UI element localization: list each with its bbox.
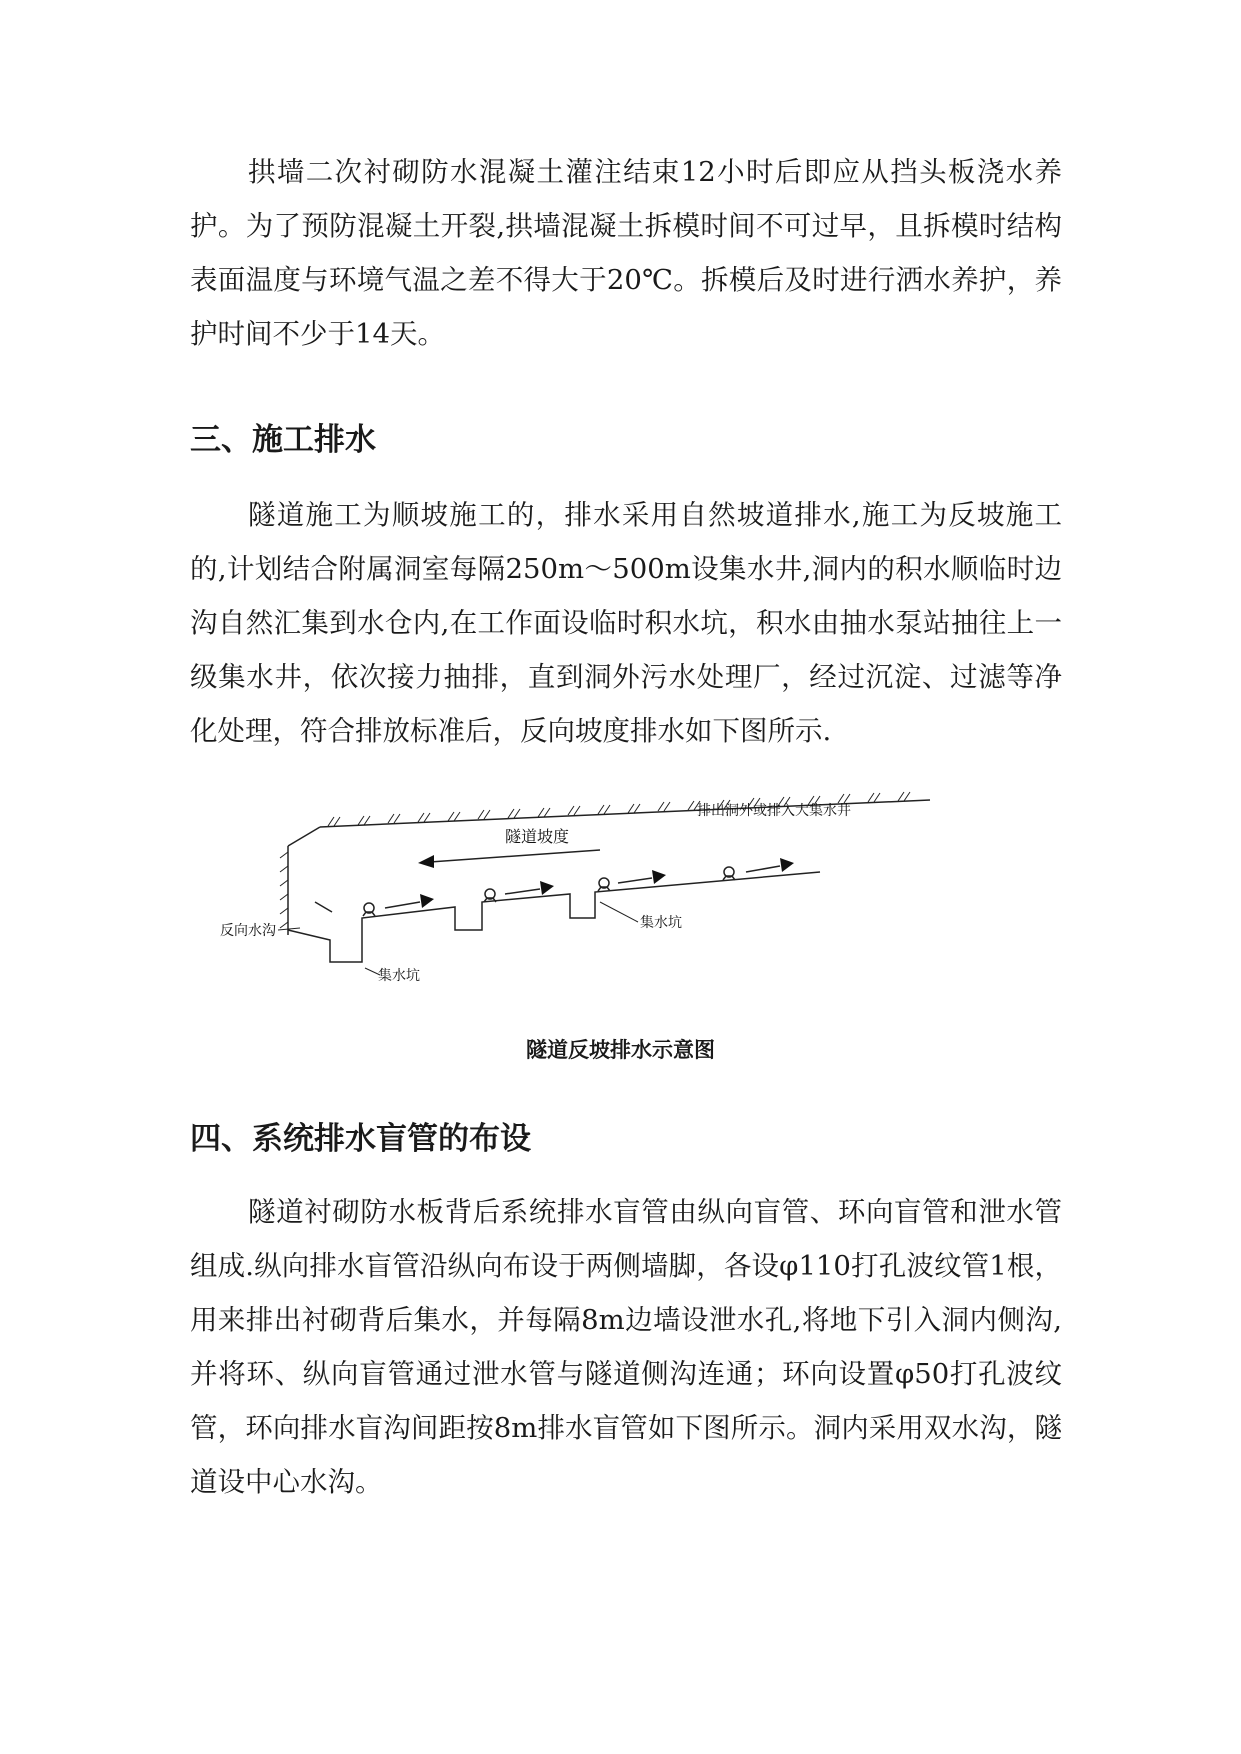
paragraph-drainage: 隧道施工为顺坡施工的，排水采用自然坡道排水,施工为反坡施工的,计划结合附属洞室每隔250m～500m设集水井,洞内的积水顺临时边沟自然汇集到水仓内,在工作面设临时积水坑，积水由抽水泵站抽往上一级集水井，依次接力抽排，直到洞外污水处理厂，经过沉淀、过滤等净化处理，符合排放标准后，反向坡度排水如下图所示.: [190, 499, 1062, 747]
label-outlet: 排出洞外或排入大集水井: [697, 803, 851, 819]
label-sump-pit-bottom: 集水坑: [378, 968, 420, 984]
label-reverse-ditch: 反向水沟: [220, 923, 276, 939]
paragraph-curing: 拱墙二次衬砌防水混凝土灌注结束12小时后即应从挡头板浇水养护。为了预防混凝土开裂,拱墙混凝土拆模时间不可过早，且拆模时结构表面温度与环境气温之差不得大于20℃。拆模后及时进行洒水养护，养护时间不少于14天。: [190, 156, 1062, 350]
flow-arrow-4: [780, 858, 794, 872]
flow-arrow-1: [420, 894, 434, 908]
section-heading-blind-pipe: 四、系统排水盲管的布设: [190, 1121, 531, 1157]
slope-arrow-line: [430, 850, 600, 862]
figure-caption: 隧道反坡排水示意图: [526, 1038, 715, 1062]
section-heading-drainage: 三、施工排水: [190, 422, 376, 458]
tunnel-drainage-diagram: [220, 790, 940, 1030]
paragraph-blind-pipe: 隧道衬砌防水板背后系统排水盲管由纵向盲管、环向盲管和泄水管组成.纵向排水盲管沿纵向布设于两侧墙脚，各设φ110打孔波纹管1根，用来排出衬砌背后集水，并每隔8m边墙设泄水孔,将地下引入洞内侧沟,并将环、纵向盲管通过泄水管与隧道侧沟连通；环向设置φ50打孔波纹管，环向排水盲沟间距按8m排水盲管如下图所示。洞内采用双水沟，隧道设中心水沟。: [190, 1196, 1062, 1498]
flow-arrow-3: [652, 870, 666, 884]
slope-arrowhead: [418, 855, 434, 868]
label-slope: 隧道坡度: [505, 827, 570, 846]
flow-arrow-2: [540, 881, 554, 895]
tunnel-floor-profile: [288, 872, 820, 962]
label-sump-pit-right: 集水坑: [640, 915, 682, 931]
